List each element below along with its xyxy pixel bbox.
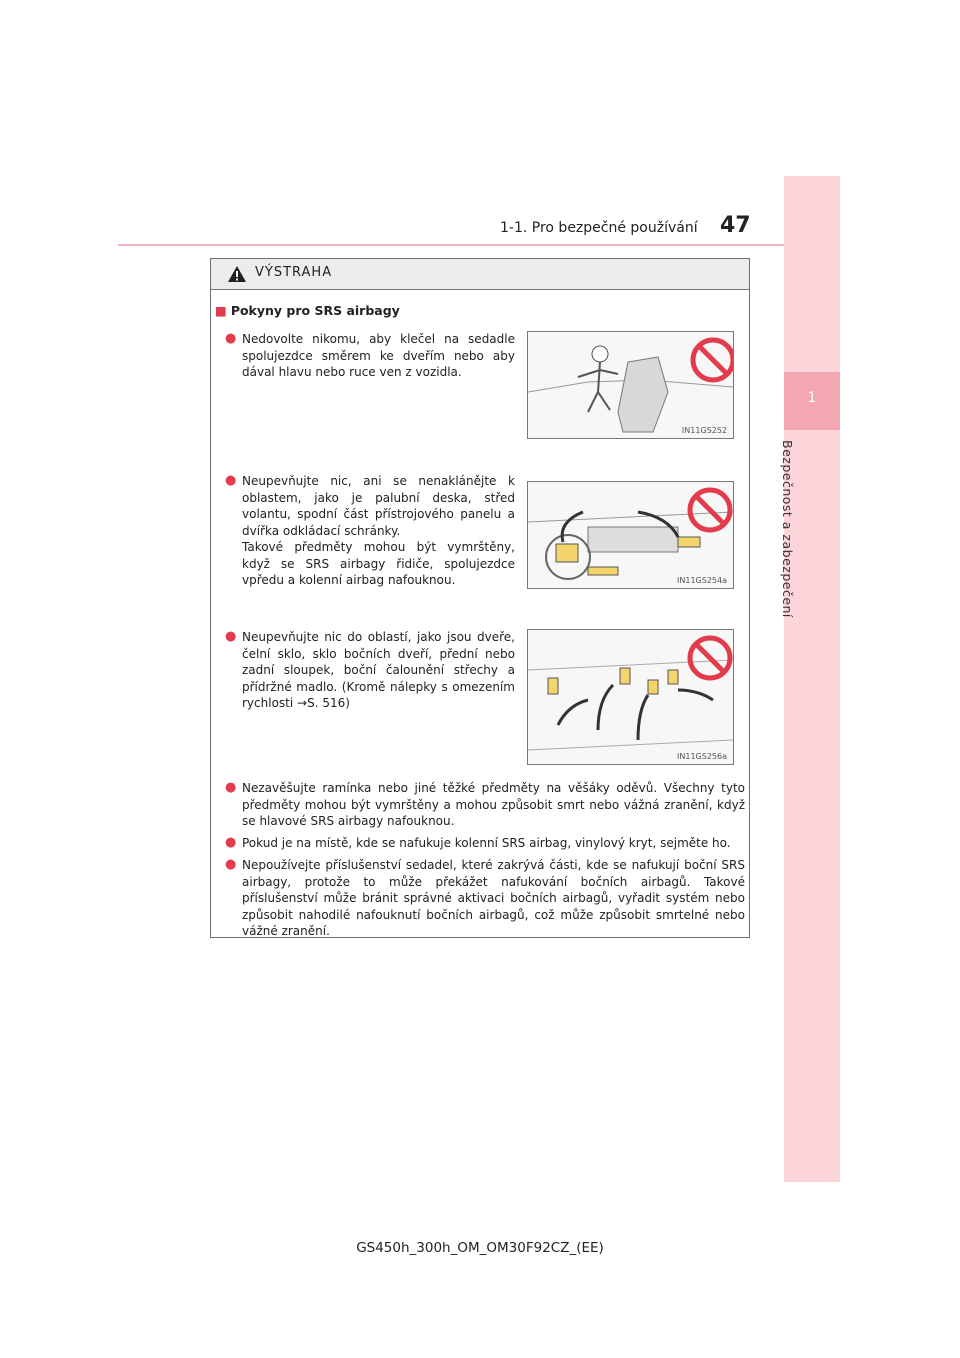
- chapter-label: Bezpečnost a zabezpečení: [780, 440, 795, 618]
- illustration-interior: [527, 629, 734, 765]
- document-code: GS450h_300h_OM_OM30F92CZ_(EE): [356, 1240, 604, 1256]
- page-number: 47: [720, 213, 751, 238]
- section-heading-text: Pokyny pro SRS airbagy: [230, 303, 400, 318]
- bullet-continuation-text: Takové předměty mohou být vymrštěny, když se SRS airbagy řidiče, spolujezdce vpředu a kolenní airbag nafouknou.: [242, 540, 515, 587]
- warning-box: [210, 258, 750, 938]
- bullet-dot-icon: ●: [225, 780, 237, 795]
- bullet-text: Nezavěšujte ramínka nebo jiné těžké předměty na věšáky oděvů. Všechny tyto předměty mohou být vymrštěny a mohou způsobit smrt nebo vážná zranění, když se hlavové SRS airbagy nafouknou.: [242, 781, 745, 828]
- bullet-item: [225, 629, 515, 712]
- bullet-item: [225, 835, 745, 852]
- bullet-item: [225, 473, 515, 589]
- bullet-dot-icon: ●: [225, 629, 237, 644]
- illustration-kneeling-passenger: [527, 331, 734, 439]
- illustration-code: IN11GS254a: [677, 576, 727, 585]
- chapter-number: 1: [807, 390, 817, 406]
- side-tab: [784, 176, 840, 1182]
- chapter-tab: [784, 372, 840, 430]
- bullet-item: [225, 780, 745, 830]
- bullet-item: [225, 857, 745, 940]
- illustration-code: IN11GS256a: [677, 752, 727, 761]
- warning-triangle-icon: [227, 265, 247, 287]
- bullet-dot-icon: ●: [225, 331, 237, 346]
- bullet-text: Nedovolte nikomu, aby klečel na sedadle spolujezdce směrem ke dveřím nebo aby dával hlavu nebo ruce ven z vozidla.: [242, 332, 515, 379]
- illustration-code: IN11GS252: [681, 426, 727, 435]
- section-title: 1-1. Pro bezpečné používání: [500, 220, 698, 236]
- bullet-dot-icon: ●: [225, 835, 237, 850]
- bullet-item: [225, 331, 515, 381]
- bullet-dot-icon: ●: [225, 857, 237, 872]
- header-rule: [118, 244, 784, 246]
- bullet-text: Neupevňujte nic do oblastí, jako jsou dveře, čelní sklo, sklo bočních dveří, přední nebo zadní sloupek, boční čalounění střechy a přídržné madlo. (Kromě nálepky s omezením rychlosti →S. 516): [242, 630, 515, 710]
- bullet-dot-icon: ●: [225, 473, 237, 488]
- illustration-dashboard: [527, 481, 734, 589]
- warning-title: VÝSTRAHA: [255, 265, 333, 280]
- warning-header: [211, 259, 749, 290]
- bullet-text: Pokud je na místě, kde se nafukuje kolenní SRS airbag, vinylový kryt, sejměte ho.: [242, 836, 731, 850]
- square-bullet-icon: ■: [215, 303, 227, 318]
- section-heading: [215, 303, 400, 318]
- bullet-text: Neupevňujte nic, ani se nenaklánějte k oblastem, jako je palubní deska, střed volantu, spodní část přístrojového panelu a dvířka odkládací schránky.: [242, 474, 515, 538]
- bullet-text: Nepoužívejte příslušenství sedadel, které zakrývá části, kde se nafukují boční SRS airbagy, protože to může překážet nafukování bočních airbagů. Takové příslušenství může bránit správné aktivaci bočních airbagů, vyřadit systém nebo způsobit nahodilé nafouknutí bočních airbagů, což může způsobit smrtelné nebo vážné zranění.: [242, 858, 745, 938]
